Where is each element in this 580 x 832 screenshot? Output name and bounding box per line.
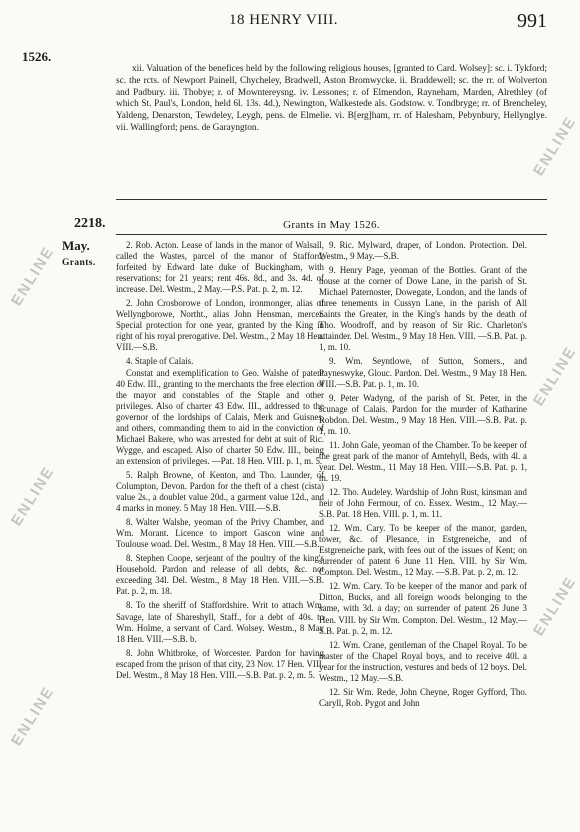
grant-entry: 9. Wm. Seyntlowe, of Sutton, Somers., and Payneswyke, Glouc. Pardon. Del. Westm., 9 May 18 Hen. VIII.—S.B. Pat. p. 1, m. 10. [319,356,527,389]
grant-entry: 8. Stephen Coope, serjeant of the poultry of the king's Household. Pardon and release of all debts, &c. not exceeding 34l. Del. Westm., 8 May 18 Hen. VIII.—S.B. Pat. p. 2, m. 18. [116,553,324,597]
grant-entry: 8. To the sheriff of Staffordshire. Writ to attach Wm. Savage, late of Shareshyll, Staff., for a debt of 40s. to Wm. Holme, a servant of Card. Wolsey. Westm., 8 May 18 Hen. VIII.—S.B. b. [116,600,324,644]
grant-entry: 12. Sir Wm. Rede, John Cheyne, Roger Gyfford, Tho. Caryll, Rob. Pygot and John [319,686,527,708]
grant-entry: 9. Ric. Mylward, draper, of London. Protection. Del. Westm., 9 May.—S.B. [319,240,527,262]
section-heading: Grants in May 1526. [283,219,380,231]
watermark: ENLINE [8,683,58,750]
grant-entry: 4. Staple of Calais. [126,356,194,367]
year-margin-label: 1526. [22,49,52,64]
grant-entry: 8. John Whitbroke, of Worcester. Pardon for having escaped from the prison of that city, 23 Nov. 17 Hen. VIII. Del. Westm., 8 May 18 Hen. VIII.—S.B. Pat. p. 2, m. 5. [116,647,324,680]
grant-entry: 12. Tho. Audeley. Wardship of John Rust, kinsman and heir of John Fermour, of co. Essex. Westm., 12 May.—S.B. Pat. 18 Hen. VIII. p. 1, m. 11. [319,486,527,520]
right-column [319,240,527,712]
grant-entry: 12. Wm. Crane, gentleman of the Chapel Royal. To be master of the Chapel Royal boys, and to receive 40l. a year for the instruction, vestures and beds of 12 boys. Del. Westm., 12 May.—S.B. [319,639,527,683]
grant-entry: 9. Peter Wadyng, of the parish of St. Peter, in the scunage of Calais. Pardon for the murder of Katharine Robdon. Del. Westm., 9 May 18 Hen. VIII.—S.B. Pat. p. 1, m. 10. [319,392,527,436]
grant-entry: 12. Wm. Cary. To be keeper of the manor, garden, tower, &c. of Plesance, in Estgreneiche, and of Estgreneiche park, with fees out of the issues of Kent; on surrender of patent 6 June 11 Hen. VIII. by Sir Wm. Compton. Del. Westm., 12 May. —S.B. Pat. p. 2, m. 12. [319,523,527,578]
divider-top [116,199,547,200]
grant-entry: 12. Wm. Cary. To be keeper of the manor and park of Ditton, Bucks, and all foreign woods belonging to the same, with 3d. a day; on surrender of patent 26 June 3 Hen. VIII. by Sir Wm. Compton. Del. Westm., 12 May.—S.B. Pat. p. 2, m. 12. [319,581,527,636]
entry-number: 2218. [74,216,106,231]
watermark: ENLINE [530,113,580,180]
watermark: ENLINE [530,343,580,410]
grant-entry-continued: Constat and exemplification to Geo. Walshe of patent 40 Edw. III., granting to the merchants the free election of the mayor and constables of the Staple and other privileges. Also of charter 43 Edw. III., addressed to the governor of the lordships of Calais, Merk and Guisnes, and others, commanding them to aid in the conviction of Michael Bakere, who was arrested for debt at suit of Ric. Wygge, and escaped. Also of charter 50 Edw. III., being an extension of privileges. —Pat. 18 Hen. VIII. p. 1, m. 5. [116,367,324,466]
page-number: 991 [517,10,547,32]
grant-entry: 2. John Crosborowe of London, ironmonger, alias of Wellyngborowe, Northt., alias John Hensman, mercer. Special protection for one year, granted by the King in right of his royal prerogative. Del. Westm., 2 May 18 Hen. VIII.—S.B. [116,298,324,353]
watermark: ENLINE [530,573,580,640]
left-column [116,240,324,684]
margin-grants-label: Grants. [62,258,96,268]
divider-heading [116,234,547,235]
intro-entry [116,64,547,135]
running-head: 18 HENRY VIII. [228,12,339,28]
grant-entry: 5. Ralph Browne, of Kenton, and Tho. Launder, of Columpton, Devon. Pardon for the theft of a chest (cista) value 2s., a doublet value 20d., a garment value 12d., and 4 marks in money. 5 May 18 Hen. VIII.—S.B. [116,469,324,514]
watermark: ENLINE [8,463,58,530]
grant-entry: 9. Henry Page, yeoman of the Bottles. Grant of the house at the corner of Dowe Lane, in the parish of St. Michael Paternoster, Dowegate, London, and the lands of three tenements in Cussyn Lane, in the parish of All Saints the Greater, in the King's hands by the death of Tho. Woodroff, and by reason of Sir Ric. Charleton's attainder. Del. Westm., 9 May 18 Hen. VIII. —S.B. Pat. p. 1, m. 10. [319,265,527,353]
margin-month: May. [62,238,90,253]
grant-entry: 11. John Gale, yeoman of the Chamber. To be keeper of the great park of the manor of Amtehyll, Beds, with 4l. a year. Del. Westm., 11 May 18 Hen. VIII.—S.B. Pat. p. 1, m. 19. [319,439,527,483]
grant-entry: 2. Rob. Acton. Lease of lands in the manor of Walsall, called the Wastes, parcel of the manor of Stafford, forfeited by Edward late duke of Buckingham, with reservations; for 21 years; rent 46s. 8d., and 3s. 4d. of increase. Del. Westm., 2 May.—P.S. Pat. p. 2, m. 12. [116,240,324,295]
intro-entry-text: xii. Valuation of the benefices held by the following religious houses, [granted to Card. Wolsey]: sc. i. Tykford; sc. the rcts. of Newport Painell, Chycheley, Bradwell, Aston Bromwycke. ii. Braddewell; sc. the rr. of Wolverton and Padbury. iii. Thobye; r. of Mowntereysng. iv. Lessones; r. of Elmendon, Rayneham, Marden, Alrethley (of which St. Paul's, London, held 6l. 13s. 4d.), Newington, Walkestede als. Godstow. v. Tondbryge; rr. of Brencheley, Yaldeng, Denarston, Tewdeley, Leygh, pens. de Elmelie. vi. B[erg]ham, rr. of Halesham, Pebynbury, Hellynglye. vii. Wallingford; pens. de Garayngton. [116,64,547,133]
grant-entry: 8. Walter Walshe, yeoman of the Privy Chamber, and Wm. Morant. Licence to import Gascon wine and Toulouse woad. Del. Westm., 8 May 18 Hen. VIII.—S.B. [116,517,324,550]
watermark: ENLINE [8,243,58,310]
